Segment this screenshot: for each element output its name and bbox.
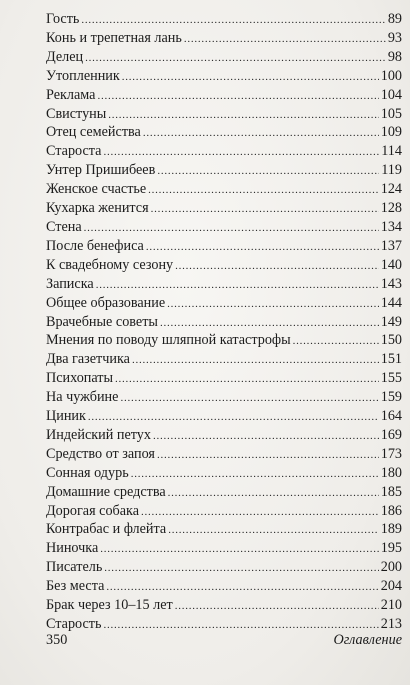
toc-entry-title: Средство от запоя — [46, 445, 155, 462]
toc-entry-title: Реклама — [46, 86, 96, 103]
page-footer — [46, 632, 402, 649]
toc-entry-title: Сонная одурь — [46, 464, 129, 481]
toc-entry-title: Свистуны — [46, 105, 107, 122]
toc-entry — [46, 10, 402, 29]
toc-entry-page: 137 — [380, 237, 402, 254]
toc-entry-title: Мнения по поводу шляпной катастрофы — [46, 332, 291, 349]
toc-entry-page: 210 — [380, 597, 402, 614]
dot-leader — [151, 200, 379, 219]
dot-leader — [106, 578, 378, 597]
running-head: Оглавление — [333, 632, 402, 648]
toc-entry — [46, 464, 402, 483]
toc-entry-title: Общее образование — [46, 294, 166, 311]
toc-entry-page: 173 — [380, 445, 402, 462]
toc-entry — [46, 369, 402, 388]
toc-entry-page: 114 — [381, 143, 402, 160]
toc-entry-page: 124 — [380, 181, 402, 198]
toc-entry — [46, 86, 402, 105]
toc-entry-page: 144 — [380, 294, 402, 311]
toc-entry — [46, 275, 402, 294]
toc-entry — [46, 105, 402, 124]
dot-leader — [157, 162, 379, 181]
dot-leader — [84, 219, 379, 238]
toc-entry-page: 159 — [380, 389, 402, 406]
toc-entry-page: 213 — [380, 616, 402, 632]
toc-entry-page: 93 — [387, 29, 402, 46]
toc-entry — [46, 445, 402, 464]
toc-entry-title: Записка — [46, 275, 94, 292]
dot-leader — [122, 68, 379, 87]
toc-entry-title: Гость — [46, 11, 80, 27]
dot-leader — [148, 181, 379, 200]
toc-entry-page: 109 — [380, 124, 402, 141]
toc-entry-title: Врачебные советы — [46, 313, 158, 330]
toc-entry — [46, 218, 402, 237]
toc-entry-page: 128 — [380, 200, 402, 217]
dot-leader — [184, 30, 386, 49]
toc-entry — [46, 388, 402, 407]
toc-entry-page: 119 — [381, 162, 402, 179]
dot-leader — [153, 427, 379, 446]
dot-leader — [168, 484, 379, 503]
toc-entry-title: Ниночка — [46, 540, 99, 557]
toc-entry — [46, 596, 402, 615]
toc-entry-page: 189 — [380, 521, 402, 538]
toc-entry — [46, 161, 402, 180]
toc-entry-title: Писатель — [46, 559, 103, 576]
toc-entry-title: Циник — [46, 408, 86, 425]
toc-entry-title: Кухарка женится — [46, 200, 149, 217]
dot-leader — [131, 465, 379, 484]
toc-entry — [46, 407, 402, 426]
toc-entry — [46, 502, 402, 521]
toc-entry-page: 180 — [380, 464, 402, 481]
dot-leader — [143, 124, 379, 143]
dot-leader — [96, 276, 379, 295]
toc-entry — [46, 294, 402, 313]
toc-entry-title: Стена — [46, 218, 82, 235]
dot-leader — [293, 332, 379, 351]
toc-entry — [46, 180, 402, 199]
toc-entry-page: 195 — [380, 540, 402, 557]
dot-leader — [146, 238, 379, 257]
toc-entry-title: Старость — [46, 616, 102, 632]
dot-leader — [81, 11, 385, 30]
toc-entry-title: Отец семейства — [46, 124, 141, 141]
dot-leader — [108, 106, 378, 125]
toc-entry — [46, 520, 402, 539]
toc-entry-page: 169 — [380, 426, 402, 443]
dot-leader — [100, 540, 378, 559]
toc-entry-title: Унтер Пришибеев — [46, 162, 156, 179]
toc-entry — [46, 350, 402, 369]
table-of-contents — [46, 10, 402, 634]
dot-leader — [115, 370, 379, 389]
dot-leader — [157, 446, 379, 465]
toc-entry-page: 151 — [380, 351, 402, 368]
toc-entry — [46, 313, 402, 332]
toc-entry — [46, 558, 402, 577]
toc-entry-title: Индейский петух — [46, 426, 151, 443]
dot-leader — [132, 351, 379, 370]
toc-entry — [46, 539, 402, 558]
dot-leader — [97, 87, 378, 106]
dot-leader — [88, 408, 379, 427]
toc-entry — [46, 426, 402, 445]
toc-entry-page: 98 — [387, 48, 402, 65]
toc-entry-page: 164 — [380, 408, 402, 425]
toc-entry-page: 89 — [387, 11, 402, 27]
toc-entry-page: 200 — [380, 559, 402, 576]
toc-entry-title: Делец — [46, 48, 84, 65]
toc-entry-page: 105 — [380, 105, 402, 122]
dot-leader — [175, 597, 379, 616]
toc-entry-page: 140 — [380, 256, 402, 273]
dot-leader — [85, 49, 386, 68]
dot-leader — [103, 143, 379, 162]
dot-leader — [167, 295, 379, 314]
toc-entry-page: 104 — [380, 86, 402, 103]
toc-entry-page: 204 — [380, 578, 402, 595]
dot-leader — [168, 521, 379, 540]
toc-entry — [46, 67, 402, 86]
toc-entry-title: Два газетчика — [46, 351, 130, 368]
toc-entry — [46, 142, 402, 161]
page-number: 350 — [46, 632, 68, 648]
toc-entry-page: 150 — [380, 332, 402, 349]
toc-entry-title: После бенефиса — [46, 237, 144, 254]
toc-entry-title: Женское счастье — [46, 181, 147, 198]
toc-entry — [46, 123, 402, 142]
toc-entry-page: 134 — [380, 218, 402, 235]
toc-entry — [46, 577, 402, 596]
dot-leader — [175, 257, 379, 276]
toc-entry — [46, 331, 402, 350]
toc-entry-title: Дорогая собака — [46, 502, 140, 519]
dot-leader — [120, 389, 378, 408]
toc-entry-title: Домашние средства — [46, 483, 166, 500]
toc-entry-title: Брак через 10–15 лет — [46, 597, 173, 614]
toc-entry-page: 155 — [380, 370, 402, 387]
toc-entry — [46, 48, 402, 67]
toc-entry-page: 186 — [380, 502, 402, 519]
toc-entry-title: Конь и трепетная лань — [46, 29, 182, 46]
toc-entry-title: Психопаты — [46, 370, 114, 387]
toc-entry-title: Без места — [46, 578, 105, 595]
toc-entry — [46, 199, 402, 218]
toc-entry — [46, 256, 402, 275]
toc-entry — [46, 237, 402, 256]
toc-entry-page: 143 — [380, 275, 402, 292]
toc-entry-title: К свадебному сезону — [46, 256, 174, 273]
toc-entry-page: 185 — [380, 483, 402, 500]
toc-entry-title: Контрабас и флейта — [46, 521, 167, 538]
toc-entry — [46, 29, 402, 48]
toc-entry-title: На чужбине — [46, 389, 119, 406]
dot-leader — [160, 314, 379, 333]
toc-entry-page: 100 — [380, 67, 402, 84]
toc-entry-title: Староста — [46, 143, 102, 160]
dot-leader — [104, 559, 378, 578]
toc-entry — [46, 483, 402, 502]
dot-leader — [141, 503, 379, 522]
toc-entry-page: 149 — [380, 313, 402, 330]
toc-entry-title: Утопленник — [46, 67, 120, 84]
